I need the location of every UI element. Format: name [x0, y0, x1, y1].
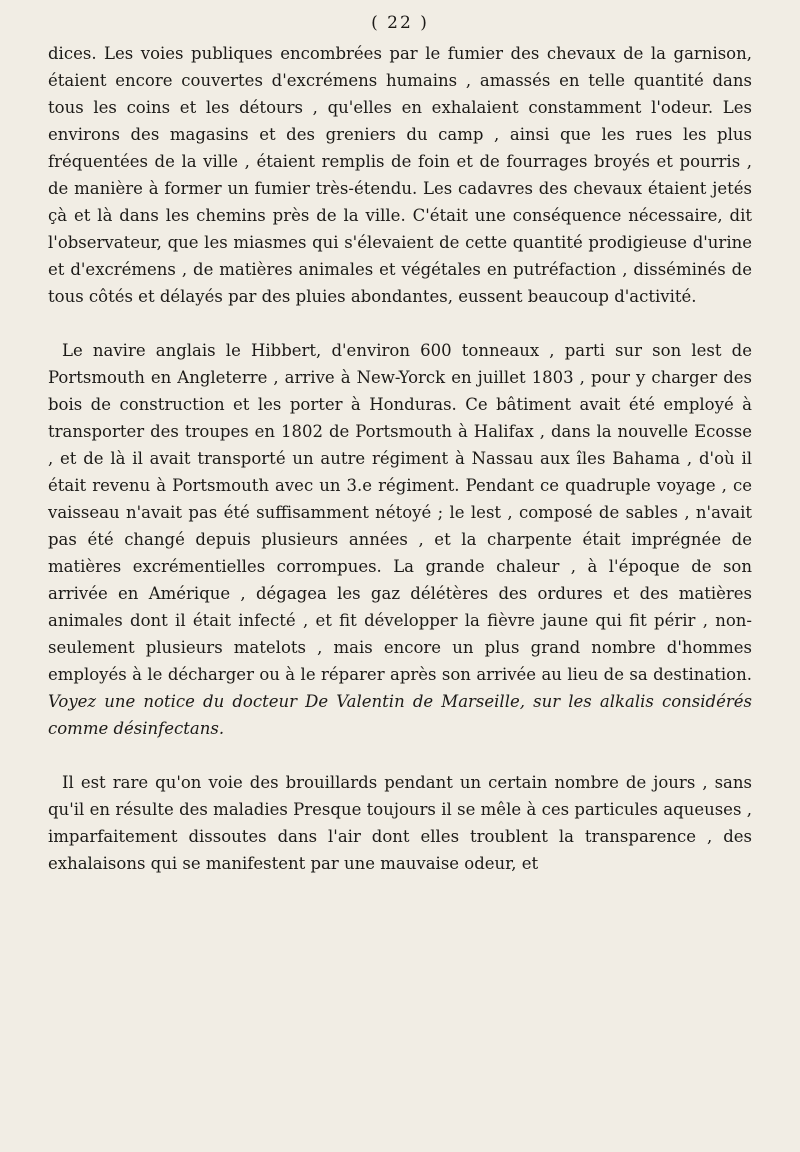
paragraph-2-text: Le navire anglais le Hibbert, d'environ 600 tonneaux , parti sur son lest de Portsmouth en Angleterre , arrive à New-Yorck en juillet 1803 , pour y charger des bois de construction et les porter à Honduras. Ce bâtiment avait été employé à transporter des troupes en 1802 de Portsmouth à Halifax , dans la nouvelle Ecosse , et de là il avait transporté un autre régiment à Nassau aux îles Bahama , d'où il était revenu à Portsmouth avec un 3.e régiment. Pendant ce quadruple voyage , ce vaisseau n'avait pas été suffisamment nétoyé ; le lest , composé de sables , n'avait pas été changé depuis plusieurs années , et la charpente était imprégnée de matières excrémentielles corrompues. La grande chaleur , à l'époque de son arrivée en Amérique , dégagea les gaz délétères des ordures et des matières animales dont il était infecté , et fit développer la fièvre jaune qui fit périr , non-seulement plusieurs matelots , mais encore un plus grand nombre d'hommes employés à le décharger ou à le réparer après son arrivée au lieu de sa destination. — [48, 341, 752, 684]
paragraph-3 — [48, 769, 752, 877]
body-text — [48, 40, 752, 877]
paragraph-2-reference: Voyez une notice du docteur De Valentin de Marseille, sur les alkalis considérés comme désinfectans. — [48, 692, 752, 738]
page-number: ( 22 ) — [371, 13, 429, 33]
paragraph-2 — [48, 337, 752, 742]
paragraph-1-text: dices. Les voies publiques encombrées par le fumier des chevaux de la garnison, étaient encore couvertes d'excrémens humains , amassés en telle quantité dans tous les coins et les détours , qu'elles en exhalaient constamment l'odeur. Les environs des magasins et des greniers du camp , ainsi que les rues les plus fréquentées de la ville , étaient remplis de foin et de fourrages broyés et pourris , de manière à former un fumier très-étendu. Les cadavres des chevaux étaient jetés çà et là dans les chemins près de la ville. C'était une conséquence nécessaire, dit l'observateur, que les miasmes qui s'élevaient de cette quantité prodigieuse d'urine et d'excrémens , de matières animales et végétales en putréfaction , disséminés de tous côtés et délayés par des pluies abondantes, eussent beaucoup d'activité. — [48, 44, 752, 306]
paragraph-1 — [48, 40, 752, 310]
paragraph-3-text: Il est rare qu'on voie des brouillards pendant un certain nombre de jours , sans qu'il en résulte des maladies Presque toujours il se mêle à ces particules aqueuses , imparfaitement dissoutes dans l'air dont elles troublent la transparence , des exhalaisons qui se manifestent par une mauvaise odeur, et — [48, 773, 752, 873]
